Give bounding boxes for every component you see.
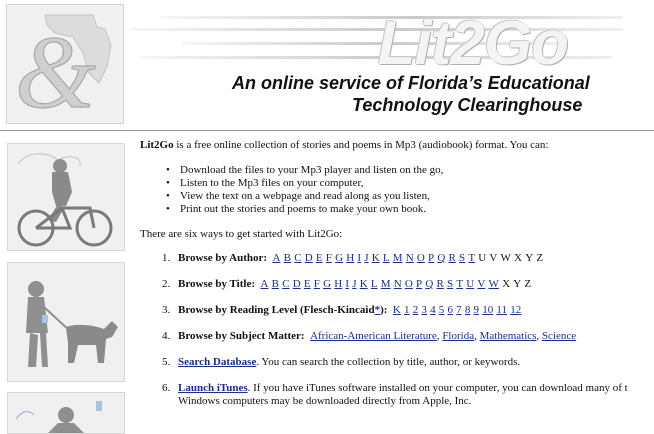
subject-link[interactable]: Mathematics <box>479 330 537 342</box>
author-letter-link[interactable]: F <box>325 252 332 264</box>
reading-level-link[interactable]: 10 <box>482 304 494 316</box>
separator: , <box>436 330 443 342</box>
title-letter-link[interactable]: B <box>271 278 279 290</box>
title-letter-link[interactable]: U <box>466 278 475 290</box>
browse-by-subject <box>162 330 576 343</box>
author-letter-link[interactable]: H <box>346 252 355 264</box>
author-letter-link[interactable]: A <box>272 252 281 264</box>
title-letter-link[interactable]: K <box>359 278 368 290</box>
title-letter-link[interactable]: C <box>282 278 290 290</box>
launch-itunes-desc: . If you have iTunes software installed on your computer, you can download many of t <box>247 382 628 394</box>
search-database-item <box>162 356 520 369</box>
subject-link[interactable]: Florida <box>442 330 475 342</box>
search-database-link[interactable]: Search Database <box>178 356 257 368</box>
author-letter-link[interactable]: E <box>315 252 323 264</box>
subject-label: Browse by Subject Matter: <box>178 330 305 342</box>
title-letter-unavailable: Y <box>513 278 522 290</box>
reading-figure-icon <box>8 393 124 433</box>
girl-bicycle-icon <box>8 144 124 250</box>
ampersand-logo-icon <box>7 5 123 123</box>
reading-level-link[interactable]: 7 <box>456 304 462 316</box>
launch-itunes-link[interactable]: Launch iTunes <box>178 382 248 394</box>
author-letter-link[interactable]: I <box>357 252 362 264</box>
author-letter-link[interactable]: C <box>294 252 302 264</box>
launch-itunes-desc-line2: Windows computers may be downloaded directly from Apple, Inc. <box>178 395 472 407</box>
title-letter-link[interactable]: P <box>416 278 423 290</box>
reading-level-label-start: Browse by Reading Level (Flesch-Kincaid <box>178 304 375 316</box>
reading-level-link[interactable]: 5 <box>438 304 445 316</box>
girl-bicycle-image <box>7 143 125 251</box>
author-letter-link[interactable]: Q <box>437 252 446 264</box>
item-number: 1. <box>162 252 171 264</box>
item-number: 5. <box>162 356 171 368</box>
author-letter-unavailable: Z <box>536 252 544 264</box>
reading-level-link[interactable]: 1 <box>404 304 410 316</box>
title-letter-unavailable: Z <box>524 278 532 290</box>
title-letter-link[interactable]: J <box>352 278 357 290</box>
browse-by-author <box>162 252 546 265</box>
svg-text:&: & <box>15 15 96 123</box>
title-letter-link[interactable]: L <box>370 278 378 290</box>
title-letter-link[interactable]: N <box>393 278 402 290</box>
browse-by-reading-level <box>162 304 524 317</box>
author-letter-unavailable: W <box>500 252 511 264</box>
list-item: • Listen to the Mp3 files on your computer, <box>164 177 443 190</box>
author-letter-link[interactable]: O <box>416 252 425 264</box>
feature-list <box>164 164 443 216</box>
separator: , <box>474 330 480 342</box>
author-letter-link[interactable]: T <box>468 252 476 264</box>
title-letter-link[interactable]: V <box>477 278 486 290</box>
header-divider <box>0 130 654 131</box>
title-letter-link[interactable]: R <box>436 278 444 290</box>
launch-itunes-item <box>162 382 628 407</box>
item-number: 6. <box>162 382 171 394</box>
author-letter-unavailable: Y <box>525 252 534 264</box>
author-letter-unavailable: U <box>478 252 487 264</box>
reading-level-label <box>178 304 387 316</box>
title-letter-link[interactable]: Q <box>425 278 434 290</box>
title-letter-link[interactable]: A <box>260 278 269 290</box>
author-letter-link[interactable]: B <box>283 252 292 264</box>
list-item: • Print out the stories and poems to make your own book. <box>164 203 443 216</box>
author-letter-link[interactable]: G <box>335 252 344 264</box>
author-letter-link[interactable]: K <box>371 252 380 264</box>
site-header <box>0 0 654 132</box>
tagline-line-2: Technology Clearinghouse <box>352 95 583 115</box>
title-letter-link[interactable]: T <box>456 278 464 290</box>
subject-link[interactable]: Science <box>541 330 577 342</box>
tagline-line-1: An online service of Florida’s Educational <box>232 73 590 93</box>
title-letter-link[interactable]: G <box>323 278 332 290</box>
title-letter-link[interactable]: O <box>404 278 413 290</box>
title-letter-link[interactable]: H <box>334 278 343 290</box>
reading-level-link[interactable]: 11 <box>496 304 508 316</box>
author-letter-link[interactable]: M <box>392 252 403 264</box>
author-letter-link[interactable]: D <box>304 252 313 264</box>
title-letter-link[interactable]: S <box>447 278 454 290</box>
girl-dog-image <box>7 262 125 382</box>
reading-level-link[interactable]: K <box>392 304 401 316</box>
item-number: 3. <box>162 304 171 316</box>
brand-name: Lit2Go <box>377 9 568 78</box>
author-letter-link[interactable]: S <box>459 252 466 264</box>
intro-site-name: Lit2Go <box>140 139 174 151</box>
browse-title-label: Browse by Title: <box>178 278 256 290</box>
subject-link[interactable]: African-American Literature <box>310 330 437 342</box>
author-letter-unavailable: V <box>489 252 498 264</box>
author-letter-link[interactable]: N <box>405 252 414 264</box>
reading-level-link[interactable]: 3 <box>421 304 427 316</box>
author-letter-link[interactable]: P <box>428 252 435 264</box>
girl-dog-icon <box>8 263 124 381</box>
six-ways-text: There are six ways to get started with Lit2Go: <box>140 228 343 240</box>
list-item: • View the text on a webpage and read along as you listen, <box>164 190 443 203</box>
reading-figure-image <box>7 392 125 434</box>
list-item: • Download the files to your Mp3 player and listen on the go, <box>164 164 443 177</box>
reading-level-link[interactable]: 8 <box>464 304 471 316</box>
author-letter-link[interactable]: J <box>364 252 369 264</box>
item-number: 2. <box>162 278 171 290</box>
title-letter-link[interactable]: M <box>380 278 391 290</box>
reading-level-link[interactable]: 12 <box>510 304 522 316</box>
title-letter-link[interactable]: E <box>303 278 311 290</box>
browse-by-title <box>162 278 534 291</box>
search-database-desc: . You can search the collection by title, author, or keywords. <box>256 356 521 368</box>
reading-level-label-end: ): <box>380 304 388 316</box>
reading-level-link[interactable]: 9 <box>473 304 480 316</box>
title-letter-link[interactable]: D <box>292 278 301 290</box>
title-letter-unavailable: X <box>502 278 511 290</box>
banner <box>130 6 654 122</box>
title-letter-links <box>261 278 535 290</box>
item-number: 4. <box>162 330 171 342</box>
author-letter-link[interactable]: R <box>448 252 456 264</box>
reading-level-link[interactable]: 2 <box>412 304 419 316</box>
intro-text: is a free online collection of stories and poems in Mp3 (audiobook) format. You can: <box>173 139 549 151</box>
separator: , <box>536 330 542 342</box>
title-letter-link[interactable]: F <box>313 278 320 290</box>
title-letter-link[interactable]: W <box>488 278 499 290</box>
browse-author-label: Browse by Author: <box>178 252 268 264</box>
author-letter-links <box>273 252 547 264</box>
author-letter-unavailable: X <box>514 252 523 264</box>
ampersand-logo[interactable] <box>6 4 124 124</box>
author-letter-link[interactable]: L <box>382 252 390 264</box>
reading-level-links <box>393 304 524 316</box>
flesch-kincaid-asterisk-link[interactable]: * <box>374 304 381 316</box>
subject-links <box>310 330 576 342</box>
reading-level-link[interactable]: 6 <box>447 304 453 316</box>
reading-level-link[interactable]: 4 <box>430 304 436 316</box>
intro-paragraph <box>140 139 654 152</box>
title-letter-link[interactable]: I <box>345 278 350 290</box>
